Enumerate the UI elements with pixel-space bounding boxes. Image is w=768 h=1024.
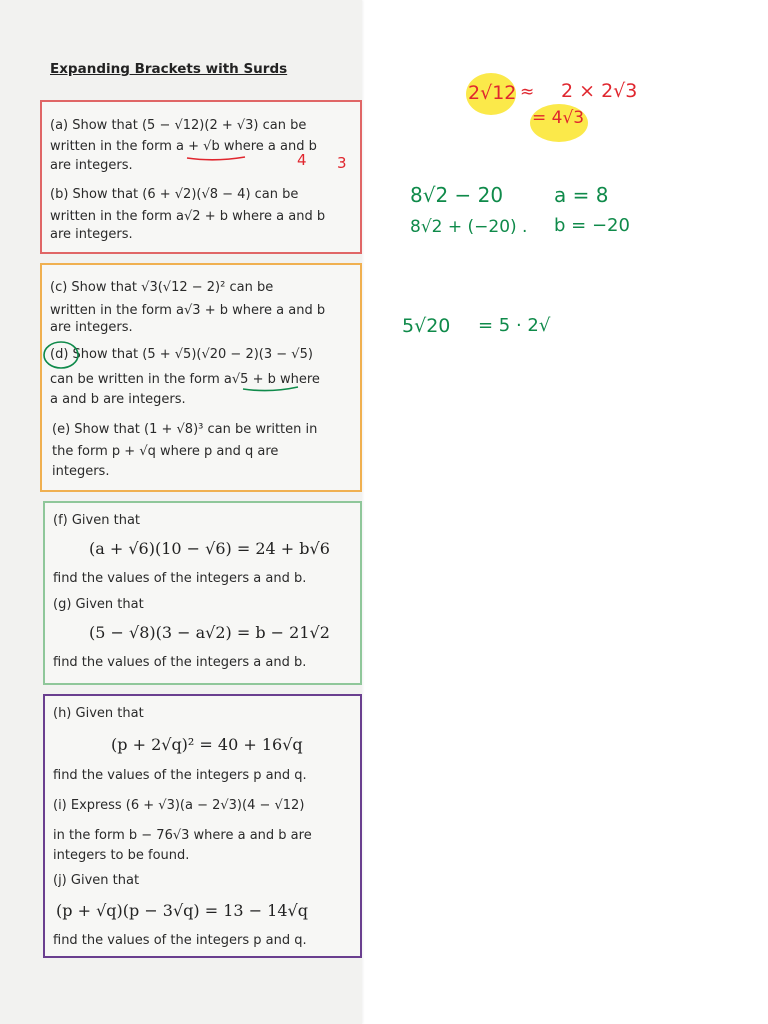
question-i-line3: integers to be found. [53, 848, 190, 863]
question-f-label: (f) Given that [53, 513, 141, 528]
question-c-line1: (c) Show that √3(√12 − 2)² can be [50, 280, 274, 295]
question-d-line1: (d) Show that (5 + √5)(√20 − 2)(3 − √5) [50, 347, 313, 362]
question-e-line1: (e) Show that (1 + √8)³ can be written in [52, 422, 318, 437]
question-g-equation: (5 − √8)(3 − a√2) = b − 21√2 [89, 623, 330, 642]
question-f-find: find the values of the integers a and b. [53, 571, 307, 586]
question-d-line3: a and b are integers. [50, 392, 186, 407]
working-green-a: a = 8 [554, 183, 609, 207]
question-c-line3: are integers. [50, 320, 133, 335]
working-green-line1: 8√2 − 20 [410, 183, 504, 207]
question-e-line3: integers. [52, 464, 110, 479]
question-g-label: (g) Given that [53, 597, 144, 612]
question-a-line1: (a) Show that (5 − √12)(2 + √3) can be [50, 118, 307, 133]
question-b-line2: written in the form a√2 + b where a and b [50, 209, 326, 224]
question-b-line3: are integers. [50, 227, 133, 242]
worksheet-paper [0, 0, 362, 1024]
question-f-equation: (a + √6)(10 − √6) = 24 + b√6 [89, 539, 330, 558]
question-b-line1: (b) Show that (6 + √2)(√8 − 4) can be [50, 187, 299, 202]
question-g-find: find the values of the integers a and b. [53, 655, 307, 670]
handwritten-a-value: 4 [297, 151, 307, 169]
handwritten-b-value: 3 [337, 154, 347, 172]
question-j-find: find the values of the integers p and q. [53, 933, 307, 948]
question-j-equation: (p + √q)(p − 3√q) = 13 − 14√q [56, 901, 308, 920]
question-i-line2: in the form b − 76√3 where a and b are [53, 828, 312, 843]
question-h-label: (h) Given that [53, 706, 144, 721]
question-j-label: (j) Given that [53, 873, 140, 888]
question-d-line2: can be written in the form a√5 + b where [50, 372, 320, 387]
working-green-line3: 5√20 [402, 315, 451, 337]
question-a-line2: written in the form a + √b where a and b [50, 139, 317, 154]
working-red-left: 2√12 [468, 82, 517, 104]
working-red-approx: ≈ [520, 82, 535, 102]
working-green-line2: 8√2 + (−20) . [410, 217, 528, 237]
question-h-find: find the values of the integers p and q. [53, 768, 307, 783]
working-green-b: b = −20 [554, 215, 630, 236]
question-e-line2: the form p + √q where p and q are [52, 444, 279, 459]
question-c-line2: written in the form a√3 + b where a and b [50, 303, 326, 318]
working-red-right: 2 × 2√3 [561, 80, 638, 102]
working-green-line3-right: = 5 · 2√ [478, 315, 551, 336]
worksheet-title: Expanding Brackets with Surds [50, 61, 288, 77]
question-a-line3: are integers. [50, 158, 133, 173]
question-i-line1: (i) Express (6 + √3)(a − 2√3)(4 − √12) [53, 798, 305, 813]
working-red-line2: = 4√3 [532, 108, 585, 128]
question-h-equation: (p + 2√q)² = 40 + 16√q [111, 735, 303, 754]
